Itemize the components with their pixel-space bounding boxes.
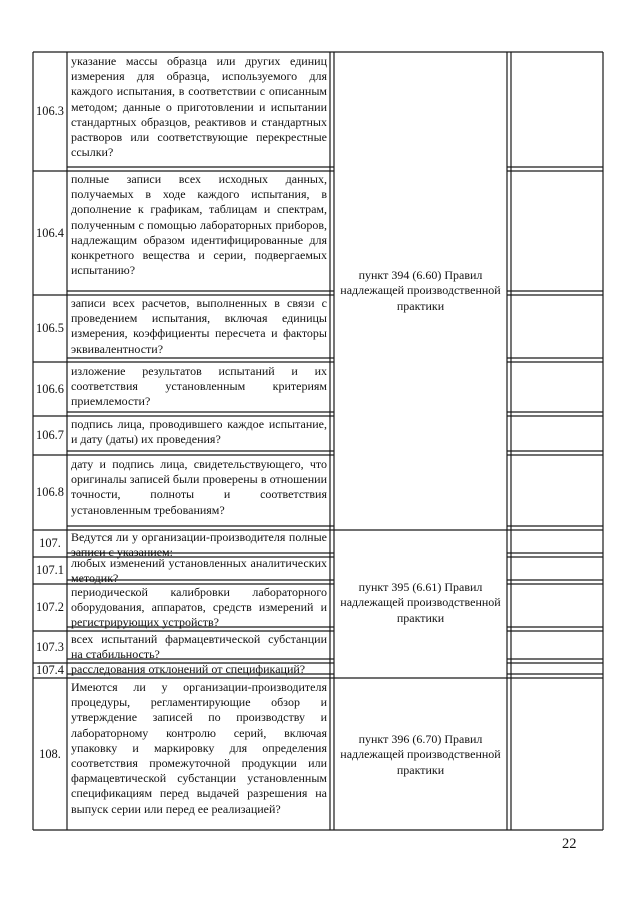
regulation-reference: пункт 396 (6.70) Правил надлежащей производственной практики — [340, 731, 501, 777]
regulation-reference: пункт 394 (6.60) Правил надлежащей производственной практики — [340, 267, 501, 313]
requirement-text: всех испытаний фармацевтической субстанции на стабильность? — [71, 632, 327, 662]
row-number: 107.1 — [36, 563, 64, 577]
row-number: 106.3 — [36, 104, 64, 118]
requirement-text: любых изменений установленных аналитических методик? — [71, 556, 327, 586]
page-number: 22 — [562, 836, 577, 852]
row-number: 106.8 — [36, 485, 64, 499]
row-number: 108. — [39, 746, 61, 761]
requirement-text: изложение результатов испытаний и их соответствия установленным критериям приемлемости? — [71, 364, 327, 409]
regulation-reference: пункт 395 (6.61) Правил надлежащей производственной практики — [340, 579, 501, 625]
row-number: 106.4 — [36, 225, 64, 240]
requirement-text: дату и подпись лица, свидетельствующего, что оригиналы записей были проверены в отношении точности, полноты и соответствия установленным требованиям? — [71, 457, 327, 517]
row-number: 107. — [39, 536, 61, 550]
row-number: 107.3 — [36, 639, 64, 654]
requirement-text: полные записи всех исходных данных, получаемых в ходе каждого испытания, в дополнение к графикам, таблицам и спектрам, полученным с помощью лабораторных приборов, надлежащим образом идентифицированные для конкретного вещества и серии, подвергаемых испытанию? — [71, 172, 327, 278]
requirement-text: Ведутся ли у организации-производителя полные записи с указанием: — [71, 530, 327, 560]
row-number: 107.4 — [36, 663, 64, 677]
requirement-text: периодической калибровки лабораторного оборудования, аппаратов, средств измерений и регистрирующих устройств? — [71, 585, 327, 630]
requirement-text: расследования отклонений от спецификаций? — [71, 662, 306, 676]
requirement-text: подпись лица, проводившего каждое испытание, и дату (даты) их проведения? — [71, 417, 327, 447]
requirement-text: Имеются ли у организации-производителя процедуры, регламентирующие обзор и утверждение записей по производству и лабораторному контролю серий, включая упаковку и маркировку для определения соответствия промежуточной продукции или фармацевтической субстанции установленным спецификациям перед выдачей разрешения на выпуск серии или перед ее реализацией? — [71, 680, 327, 816]
requirement-text: указание массы образца или других единиц измерения для образца, используемого для каждого испытания, в соответствии с описанным методом; данные о приготовлении и испытании стандартных образцов, реактивов и стандартных растворов или соответствующие перекрестные ссылки? — [71, 54, 327, 160]
row-number: 106.7 — [36, 428, 64, 442]
row-number: 107.2 — [36, 600, 64, 614]
requirement-text: записи всех расчетов, выполненных в связи с проведением испытания, включая единицы измерения, коэффициенты пересчета и факторы эквивалентности? — [71, 296, 327, 356]
row-number: 106.6 — [36, 381, 64, 396]
row-number: 106.5 — [36, 321, 64, 335]
